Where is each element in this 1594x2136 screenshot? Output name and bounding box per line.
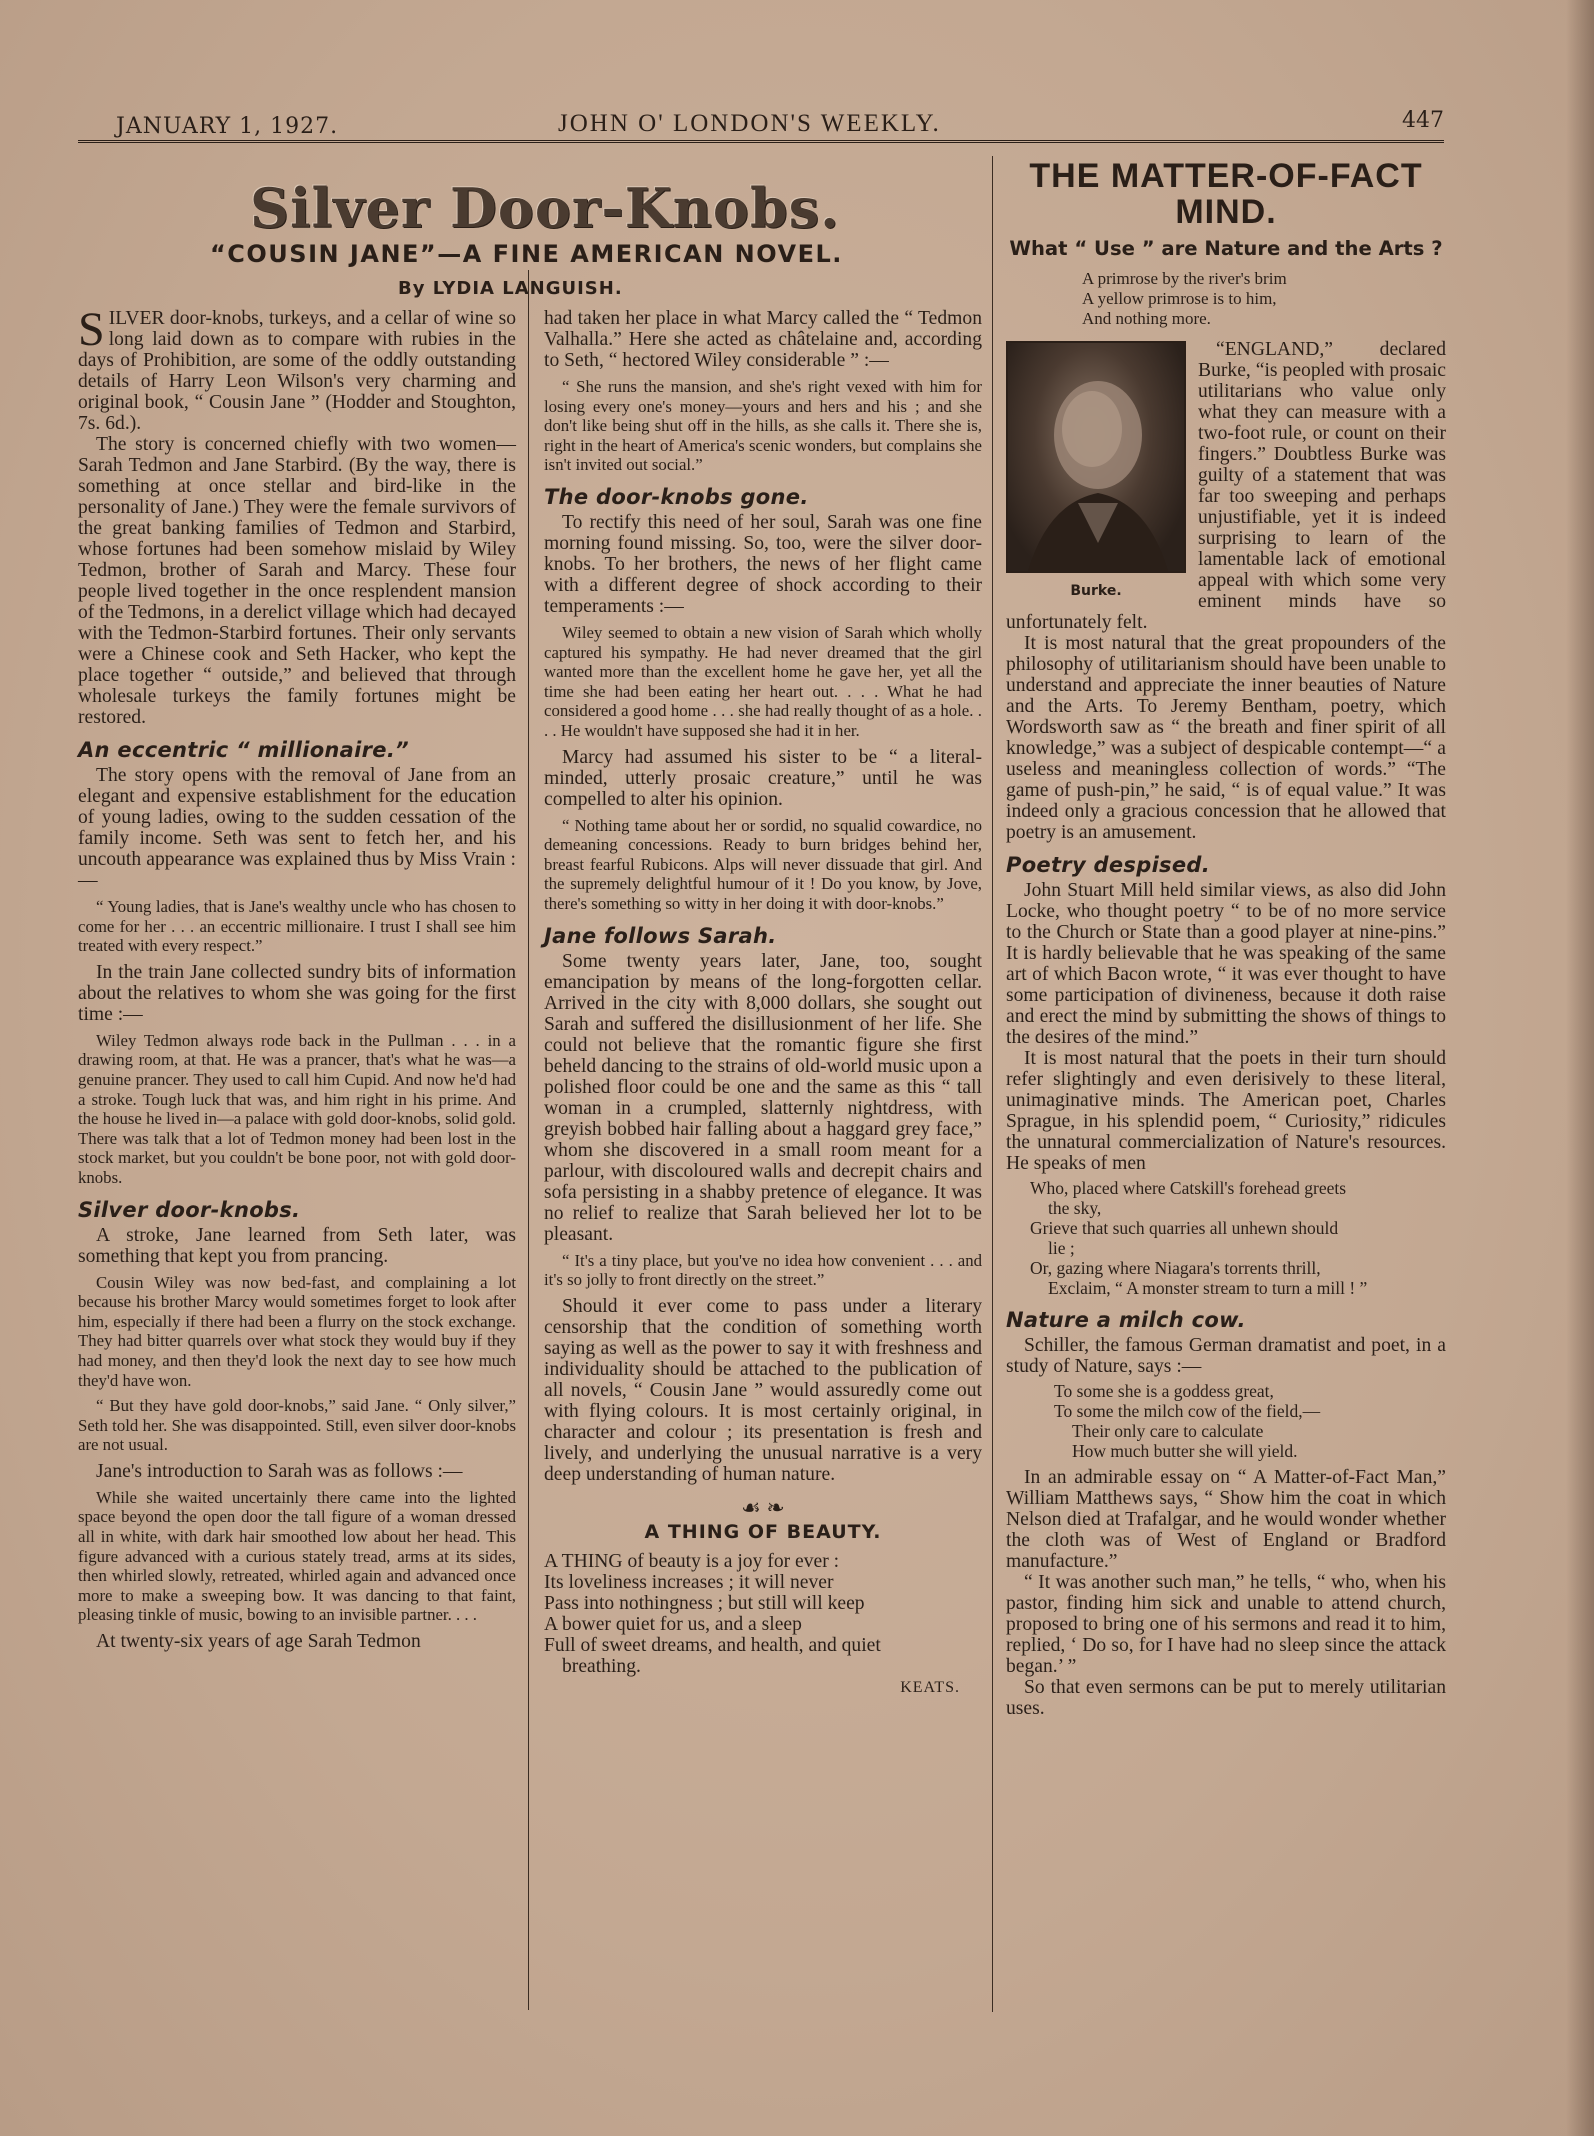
poem [1054, 1381, 1446, 1461]
issue-date: JANUARY 1, 1927. [116, 114, 339, 139]
drop-cap: S [78, 303, 105, 356]
paragraph: It is most natural that the poets in their turn should refer slightingly and even derisively to these literal, unimaginative minds. The American poet, Charles Sprague, in his splendid poem, “ Curiosity,” ridicules the unnatural commercialization of Nature's resources. He speaks of men [1006, 1048, 1446, 1174]
poem-title: A THING OF BEAUTY. [644, 1520, 882, 1543]
quotation: “ She runs the mansion, and she's right vexed with him for losing every one's money—yours and hers and his ; and she don't like being shut off in the hills, as she calls it. There she is, right in the heart of America's scenic wonders, but complains she isn't invited out social.” [544, 377, 982, 475]
sidebar-column [1006, 158, 1446, 1719]
paragraph: “ENGLAND,” declared Burke, “is peopled with prosaic utilitarians who value only what they can measure with a two-foot rule, or count on their fingers.” Doubtless Burke was guilty of a statement that was far too sweeping and perhaps unjustifiable, yet it is indeed surprising to learn of the lamentable lack of emotional appeal with which some very eminent minds have so unfortunately felt. [1006, 339, 1446, 633]
paragraph: It is most natural that the great propounders of the philosophy of utilitarianism should have been unable to understand and appreciate the inner beauties of Nature and the Arts. To Jeremy Bentham, poetry, which Wordsworth saw as “ the breath and finer spirit of all knowledge,” was a subject of despicable contempt—“ a useless and meaningless collection of words.” “The game of push-pin,” he said, “ is of equal value.” It was indeed only a gracious concession that he allowed that poetry is an amusement. [1006, 633, 1446, 843]
verse-line: A yellow primrose is to him, [1082, 289, 1277, 308]
poem-line: Or, gazing where Niagara's torrents thrill, [1030, 1258, 1321, 1278]
poem-line: How much butter she will yield. [1072, 1441, 1298, 1461]
quotation: Wiley Tedmon always rode back in the Pullman . . . in a drawing room, at that. He was a prancer, that's what he was—a genuine prancer. They used to call him Cupid. And now he'd had a stroke. Tough luck that was, and him right in his prime. And the house he lived in—a palace with gold door-knobs, solid gold. There was talk that a lot of Tedmon money had been lost in the stock market, but you couldn't be bone poor, not with gold door-knobs. [78, 1030, 516, 1187]
paragraph: John Stuart Mill held similar views, as also did John Locke, who thought poetry “ to be of no more service to the Church or State than a good player at nine-pins.” It is hardly believable that he was speaking of the same art of which Bacon wrote, “ it was ever thought to have some participation of divineness, because it doth raise and erect the mind by submitting the shows of things to the desires of the mind.” [1006, 880, 1446, 1048]
quotation: “ Young ladies, that is Jane's wealthy uncle who has chosen to come for her . . . an eccentric millionaire. I trust I shall see him treated with every respect.” [78, 897, 516, 956]
article-subtitle: “COUSIN JANE”—A FINE AMERICAN NOVEL. [210, 240, 843, 268]
article-byline: By LYDIA LANGUISH. [398, 278, 623, 299]
poem-line: Exclaim, “ A monster stream to turn a mill ! ” [1048, 1278, 1368, 1298]
section-heading: An eccentric “ millionaire.” [78, 738, 409, 762]
poem [1030, 1178, 1446, 1298]
poem-line: Its loveliness increases ; it will never [544, 1571, 834, 1593]
poem-line: To some the milch cow of the field,— [1054, 1401, 1321, 1421]
poem-line: Grieve that such quarries all unhewn should [1030, 1218, 1339, 1238]
column-divider [528, 270, 529, 2010]
column-divider [992, 156, 993, 2012]
poem [544, 1551, 982, 1677]
paragraph: Schiller, the famous German dramatist and poet, in a study of Nature, says :— [1006, 1335, 1446, 1377]
quotation: “ But they have gold door-knobs,” said Jane. “ Only silver,” Seth told her. She was disappointed. Still, even silver door-knobs are not usual. [78, 1396, 516, 1455]
poem-line: Who, placed where Catskill's forehead greets [1030, 1178, 1347, 1198]
header-rule [78, 140, 1444, 146]
poem-line: breathing. [562, 1655, 641, 1677]
quotation: Cousin Wiley was now bed-fast, and complaining a lot because his brother Marcy would sometimes forget to look after him, especially if there had been a flurry on the stock exchange. They had bitter quarrels over what stock they would buy if they had money, and then they'd look the next day to see how much they'd have won. [78, 1272, 516, 1390]
poem-line: A THING of beauty is a joy for ever : [544, 1550, 840, 1572]
paragraph: Jane's introduction to Sarah was as follows :— [96, 1460, 463, 1482]
quotation: Wiley seemed to obtain a new vision of Sarah which wholly captured his sympathy. He had never dreamed that the girl wanted more than the excellent home he gave her, yet all the time she had been eating her heart out. . . . What he had considered a good home . . . she had really thought of as a hole. . . . He wouldn't have supposed she had it in her. [544, 622, 982, 740]
paragraph: The story is concerned chiefly with two women—Sarah Tedmon and Jane Starbird. (By the way, there is something at once stellar and bird-like in the personality of Jane.) They were the female survivors of the great banking families of Tedmon and Starbird, whose fortunes had been somehow mislaid by Wiley Tedmon, brother of Sarah and Marcy. These four people lived together in the once resplendent mansion of the Tedmons, in a derelict village which had decayed with the Tedmon-Starbird fortunes. Their only servants were a Chinese cook and Seth Hacker, who kept the place together “ outside,” and believed that through wholesale turkeys the family fortunes might be restored. [78, 434, 516, 728]
paragraph: ILVER door-knobs, turkeys, and a cellar of wine so long laid down as to compare with rubies in the days of Prohibition, are some of the oddly outstanding details of Harry Leon Wilson's very charming and original book, “ Cousin Jane ” (Hodder and Stoughton, 7s. 6d.). [78, 308, 516, 434]
poem-line: A bower quiet for us, and a sleep [544, 1613, 802, 1635]
poem-line: To some she is a goddess great, [1054, 1381, 1274, 1401]
paragraph: Marcy had assumed his sister to be “ a literal-minded, utterly prosaic creature,” until he was compelled to alter his opinion. [544, 746, 982, 810]
section-heading: Silver door-knobs. [78, 1197, 301, 1222]
paragraph: To rectify this need of her soul, Sarah was one fine morning found missing. So, too, were the silver door-knobs. To her brothers, the news of her flight came with a different degree of shock according to their temperaments :— [544, 511, 982, 617]
paragraph: In an admirable essay on “ A Matter-of-Fact Man,” William Matthews says, “ Show him the coat in which Nelson died at Trafalgar, and he would wonder whether the cloth was of West of England or Bradford manufacture.” [1006, 1467, 1446, 1572]
article-column-1 [78, 303, 516, 1653]
page-number: 447 [1402, 108, 1444, 133]
paragraph: So that even sermons can be put to merely utilitarian uses. [1006, 1677, 1446, 1719]
poem-line: Full of sweet dreams, and health, and quiet [544, 1634, 881, 1656]
section-heading: Jane follows Sarah. [544, 923, 777, 948]
paragraph: A stroke, Jane learned from Seth later, was something that kept you from prancing. [78, 1224, 516, 1267]
sidebar-subtitle: What “ Use ” are Nature and the Arts ? [1009, 237, 1443, 260]
verse-line: A primrose by the river's brim [1082, 269, 1287, 288]
section-heading: Poetry despised. [1006, 853, 1211, 877]
poem-line: Pass into nothingness ; but still will keep [544, 1592, 865, 1614]
paragraph: The story opens with the removal of Jane from an elegant and expensive establishment for the education of young ladies, owing to the sudden cessation of the family income. Seth was sent to fetch her, and his uncouth appearance was explained thus by Miss Vrain :— [78, 765, 516, 891]
section-heading: The door-knobs gone. [544, 484, 809, 509]
paragraph: had taken her place in what Marcy called the “ Tedmon Valhalla.” Here she acted as châtelaine and, according to Seth, “ hectored Wiley considerable ” :— [544, 308, 982, 371]
portrait-caption: Burke. [1070, 583, 1122, 599]
paragraph: At twenty-six years of age Sarah Tedmon [96, 1631, 421, 1653]
section-heading: Nature a milch cow. [1006, 1308, 1246, 1332]
poem-line: the sky, [1048, 1198, 1102, 1218]
page-header [78, 104, 1444, 144]
ornament-icon: ☙ ❧ [741, 1494, 785, 1520]
paragraph: Should it ever come to pass under a literary censorship that the condition of something worth saying as well as the power to say it with freshness and individuality should be attached to the publication of all novels, “ Cousin Jane ” would assuredly come out with flying colours. It is most certainly original, in character and colour ; its presentation is fresh and lively, and underlying the unusual narrative is a very deep understanding of human nature. [544, 1295, 982, 1485]
poem-line: Their only care to calculate [1072, 1421, 1264, 1441]
portrait-figure [1008, 343, 1184, 571]
poem-line: lie ; [1048, 1238, 1075, 1258]
masthead: JOHN O' LONDON'S WEEKLY. [558, 110, 941, 137]
poem-signature: KEATS. [900, 1678, 960, 1696]
article-column-2 [544, 308, 982, 1698]
page-edge-shadow [1566, 0, 1594, 2136]
quotation: “ It's a tiny place, but you've no idea how convenient . . . and it's so jolly to front directly on the street.” [544, 1250, 982, 1290]
quotation: “ Nothing tame about her or sordid, no squalid cowardice, no demeaning concessions. Ready to burn bridges behind her, breast fearful Rubicons. Alps will never dissuade that girl. And the supremely delightful humour of it ! Do you know, by Jove, there's something so witty in her doing it with door-knobs.” [544, 815, 982, 913]
paragraph: “ It was another such man,” he tells, “ who, when his pastor, finding him sick and unable to attend church, proposed to bring one of his sermons and read it to him, replied, ‘ Do so, for I have had no sleep since the attack began.’ ” [1006, 1572, 1446, 1677]
paragraph: Some twenty years later, Jane, too, sought emancipation by means of the long-forgotten cellar. Arrived in the city with 8,000 dollars, she sought out Sarah and suffered the disillusionment of her life. She could not believe that the romantic figure she first beheld dancing to the strains of old-world music upon a polished floor could be one and the same as this “ tall woman in a crumpled, slatternly nightdress, with greyish bobbed hair falling about a haggard grey face,” whom she discovered in a small room meant for a parlour, with discoloured walls and decrepit chairs and sofa persisting in a shabby pretence of elegance. It was no relief to realize that Sarah believed her lot to be pleasant. [544, 950, 982, 1245]
sidebar-title: THE MATTER-OF-FACT MIND. [1029, 157, 1423, 231]
paragraph: In the train Jane collected sundry bits of information about the relatives to whom she was going for the first time :— [78, 961, 516, 1025]
verse-line: And nothing more. [1082, 309, 1211, 328]
article-title: Silver Door-Knobs. [250, 176, 840, 240]
portrait-image [1006, 341, 1186, 573]
quotation: While she waited uncertainly there came into the lighted space beyond the open door the tall figure of a woman dressed all in white, with dark hair smoothed low about her head. This figure advanced with a curious stately tread, arms at its sides, then whirled slowly, retreated, whirled again and advanced once more to make a sweeping bow. It was dancing to that faint, pleasing tinkle of music, bowing to an invisible partner. . . . [78, 1487, 516, 1625]
verse [1082, 269, 1446, 329]
